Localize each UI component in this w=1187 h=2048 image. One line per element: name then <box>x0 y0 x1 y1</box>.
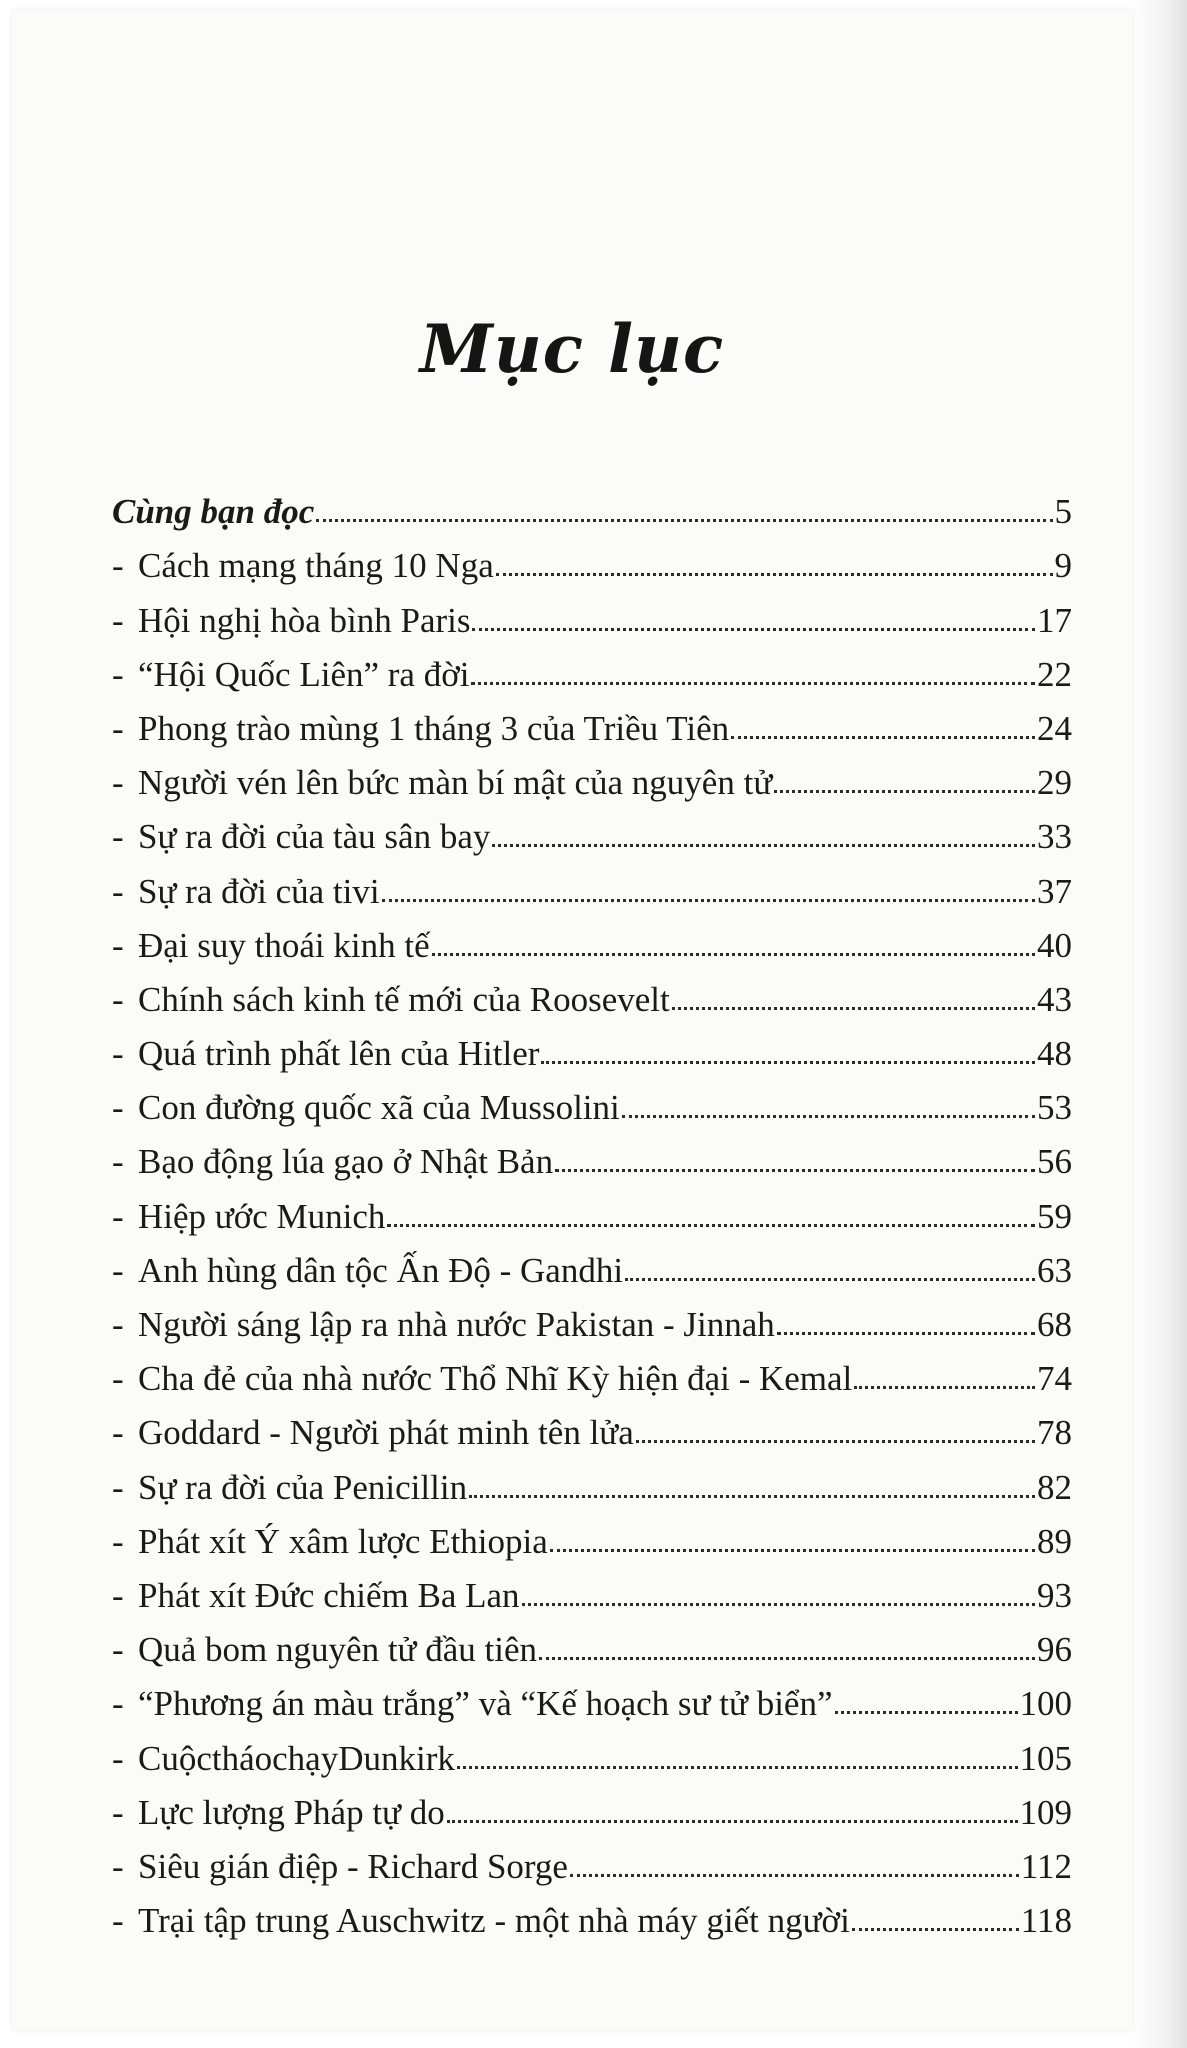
toc-entry <box>112 1234 1072 1288</box>
toc-page-number: 74 <box>1037 1359 1072 1399</box>
toc-page-number: 93 <box>1037 1575 1072 1615</box>
toc-entry-dash: - <box>112 763 124 803</box>
toc-entry <box>112 692 1072 746</box>
toc-entry-dash: - <box>112 1250 124 1290</box>
toc-entry <box>112 1505 1072 1559</box>
toc-entry <box>112 1017 1072 1074</box>
toc-entry-label: Quả bom nguyên tử đầu tiên <box>138 1630 538 1670</box>
toc-entry-dash: - <box>112 1738 124 1778</box>
toc-dot-leader <box>774 790 1035 793</box>
toc-entry-dash: - <box>112 1467 124 1507</box>
toc-entry-dash: - <box>112 1305 124 1344</box>
toc-entry-dash: - <box>112 1088 124 1128</box>
toc-entry <box>112 963 1072 1017</box>
toc-page-number: 118 <box>1020 1901 1072 1941</box>
toc-entry <box>112 1342 1072 1399</box>
toc-entry-dash: - <box>112 1034 124 1074</box>
toc-dot-leader <box>469 1495 1035 1498</box>
toc-entry-label: Chính sách kinh tế mới của Roosevelt <box>138 979 670 1019</box>
toc-entry-label: Con đường quốc xã của Mussolini <box>138 1088 620 1128</box>
toc-page-number: 68 <box>1037 1305 1072 1344</box>
toc-dot-leader <box>622 1115 1035 1118</box>
toc-entry-label: Bạo động lúa gạo ở Nhật Bản <box>138 1142 554 1182</box>
toc-entry-label: Goddard - Người phát minh tên lửa <box>138 1413 634 1453</box>
toc-page-number: 24 <box>1037 708 1072 748</box>
toc-entry-label: Đại suy thoái kinh tế <box>138 925 430 965</box>
toc-dot-leader <box>387 1224 1035 1227</box>
toc-entry-dash: - <box>112 708 124 748</box>
toc-entry <box>112 1884 1072 1941</box>
toc-page-number: 96 <box>1037 1630 1072 1670</box>
toc-dot-leader <box>471 682 1035 685</box>
toc-page-number: 112 <box>1020 1846 1072 1886</box>
toc-entry-dash: - <box>112 1413 124 1453</box>
toc-entry-label: Người sáng lập ra nhà nước Pakistan - Jinnah <box>138 1305 775 1344</box>
toc-entry <box>112 800 1072 857</box>
toc-entry-label: Phong trào mùng 1 tháng 3 của Triều Tiên <box>138 708 730 748</box>
toc-dot-leader <box>636 1440 1035 1443</box>
toc-entry-dash: - <box>112 979 124 1019</box>
toc-entry <box>112 1288 1072 1342</box>
toc-entry-label: CuộctháochạyDunkirk <box>138 1738 455 1778</box>
toc-entry <box>112 746 1072 803</box>
toc-entry-label: Cha đẻ của nhà nước Thổ Nhĩ Kỳ hiện đại - Kemal <box>138 1359 853 1399</box>
toc-dot-leader <box>539 1657 1035 1660</box>
toc-dot-leader <box>472 628 1035 631</box>
toc-entry-label: Phát xít Ý xâm lược Ethiopia <box>138 1521 548 1561</box>
toc-entry-label: Cách mạng tháng 10 Nga <box>138 546 494 586</box>
book-page <box>12 10 1132 2030</box>
toc-page-number: 78 <box>1037 1413 1072 1453</box>
toc-entry-dash: - <box>112 925 124 965</box>
toc-entry-intro <box>112 475 1072 532</box>
toc-entry <box>112 1559 1072 1613</box>
toc-dot-leader <box>672 1007 1035 1010</box>
toc-page-number: 9 <box>1054 546 1072 586</box>
toc-entry-label: Anh hùng dân tộc Ấn Độ - Gandhi <box>138 1250 624 1290</box>
toc-entry <box>112 1450 1072 1507</box>
toc-dot-leader <box>522 1603 1035 1606</box>
toc-dot-leader <box>852 1928 1019 1931</box>
toc-entry <box>112 1721 1072 1778</box>
toc-entry <box>112 1830 1072 1884</box>
toc-entry <box>112 1125 1072 1182</box>
toc-page-number: 29 <box>1037 763 1072 803</box>
toc-entry-dash: - <box>112 600 124 640</box>
toc-dot-leader <box>777 1332 1035 1335</box>
toc-entry-label: Cùng bạn đọc <box>112 492 315 532</box>
toc-entry-dash: - <box>112 546 124 586</box>
toc-page-number: 17 <box>1037 600 1072 640</box>
toc-dot-leader <box>316 519 1052 522</box>
toc-entry-label: Người vén lên bức màn bí mật của nguyên tử <box>138 763 773 803</box>
toc-page-number: 63 <box>1037 1250 1072 1290</box>
toc-entry-label: Hiệp ước Munich <box>138 1196 386 1236</box>
toc-entry-dash: - <box>112 1142 124 1182</box>
toc-entry <box>112 909 1072 963</box>
toc-page-number: 33 <box>1037 817 1072 857</box>
toc-page-number: 40 <box>1037 925 1072 965</box>
toc-page-number: 100 <box>1019 1684 1072 1724</box>
toc-dot-leader <box>541 1061 1035 1064</box>
toc-page-number: 82 <box>1037 1467 1072 1507</box>
toc-entry-dash: - <box>112 1575 124 1615</box>
toc-page-number: 53 <box>1037 1088 1072 1128</box>
toc-entry-label: Trại tập trung Auschwitz - một nhà máy giết người <box>138 1901 850 1941</box>
toc-page-number: 59 <box>1037 1196 1072 1236</box>
page-edge-shadow <box>1132 0 1187 2048</box>
toc-entry-label: Hội nghị hòa bình Paris <box>138 600 471 640</box>
toc-page-number: 5 <box>1054 492 1072 532</box>
toc-dot-leader <box>835 1711 1018 1714</box>
toc-dot-leader <box>570 1874 1019 1877</box>
toc-page-number: 22 <box>1037 654 1072 694</box>
toc-entry <box>112 1179 1072 1236</box>
toc-entry-label: Sự ra đời của tivi <box>138 871 380 911</box>
toc-entry-label: “Phương án màu trắng” và “Kế hoạch sư tử biển” <box>138 1684 833 1724</box>
toc-entry <box>112 529 1072 586</box>
toc-dot-leader <box>854 1386 1035 1389</box>
toc-entry-dash: - <box>112 817 124 857</box>
toc-entry-dash: - <box>112 1901 124 1941</box>
page-title: Mục lục <box>419 310 725 388</box>
toc-entry-dash: - <box>112 871 124 911</box>
toc-dot-leader <box>432 953 1035 956</box>
toc-entry-dash: - <box>112 1792 124 1832</box>
toc-entry-dash: - <box>112 1630 124 1670</box>
toc-entry-label: “Hội Quốc Liên” ra đời <box>138 654 470 694</box>
toc-page-number: 37 <box>1037 871 1072 911</box>
toc-dot-leader <box>550 1549 1035 1552</box>
toc-entry <box>112 1396 1072 1453</box>
toc-entry-dash: - <box>112 1684 124 1724</box>
toc-entry <box>112 638 1072 692</box>
toc-page-number: 105 <box>1019 1738 1072 1778</box>
toc-page-number: 56 <box>1037 1142 1072 1182</box>
toc-entry-dash: - <box>112 1196 124 1236</box>
toc-dot-leader <box>382 899 1035 902</box>
toc-dot-leader <box>496 573 1053 576</box>
toc-entry <box>112 1776 1072 1830</box>
toc-page-number: 48 <box>1037 1034 1072 1074</box>
toc-entry-label: Phát xít Đức chiếm Ba Lan <box>138 1575 520 1615</box>
toc-dot-leader <box>731 736 1035 739</box>
toc-entry-dash: - <box>112 654 124 694</box>
toc-entry <box>112 583 1072 640</box>
table-of-contents <box>112 475 1072 1941</box>
toc-entry-label: Sự ra đời của Penicillin <box>138 1467 468 1507</box>
toc-dot-leader <box>555 1169 1035 1172</box>
toc-entry <box>112 1613 1072 1670</box>
toc-entry-label: Quá trình phất lên của Hitler <box>138 1034 540 1074</box>
toc-page-number: 109 <box>1019 1792 1072 1832</box>
toc-entry <box>112 1667 1072 1724</box>
toc-dot-leader <box>492 844 1035 847</box>
toc-page-number: 43 <box>1037 979 1072 1019</box>
toc-entry <box>112 854 1072 911</box>
toc-entry <box>112 1071 1072 1128</box>
toc-entry-dash: - <box>112 1521 124 1561</box>
toc-page-number: 89 <box>1037 1521 1072 1561</box>
toc-dot-leader <box>447 1820 1018 1823</box>
toc-dot-leader <box>625 1278 1035 1281</box>
toc-entry-dash: - <box>112 1846 124 1886</box>
toc-entry-label: Lực lượng Pháp tự do <box>138 1792 445 1832</box>
toc-entry-dash: - <box>112 1359 124 1399</box>
toc-entry-label: Sự ra đời của tàu sân bay <box>138 817 491 857</box>
toc-entry-label: Siêu gián điệp - Richard Sorge <box>138 1846 568 1886</box>
toc-dot-leader <box>457 1766 1018 1769</box>
